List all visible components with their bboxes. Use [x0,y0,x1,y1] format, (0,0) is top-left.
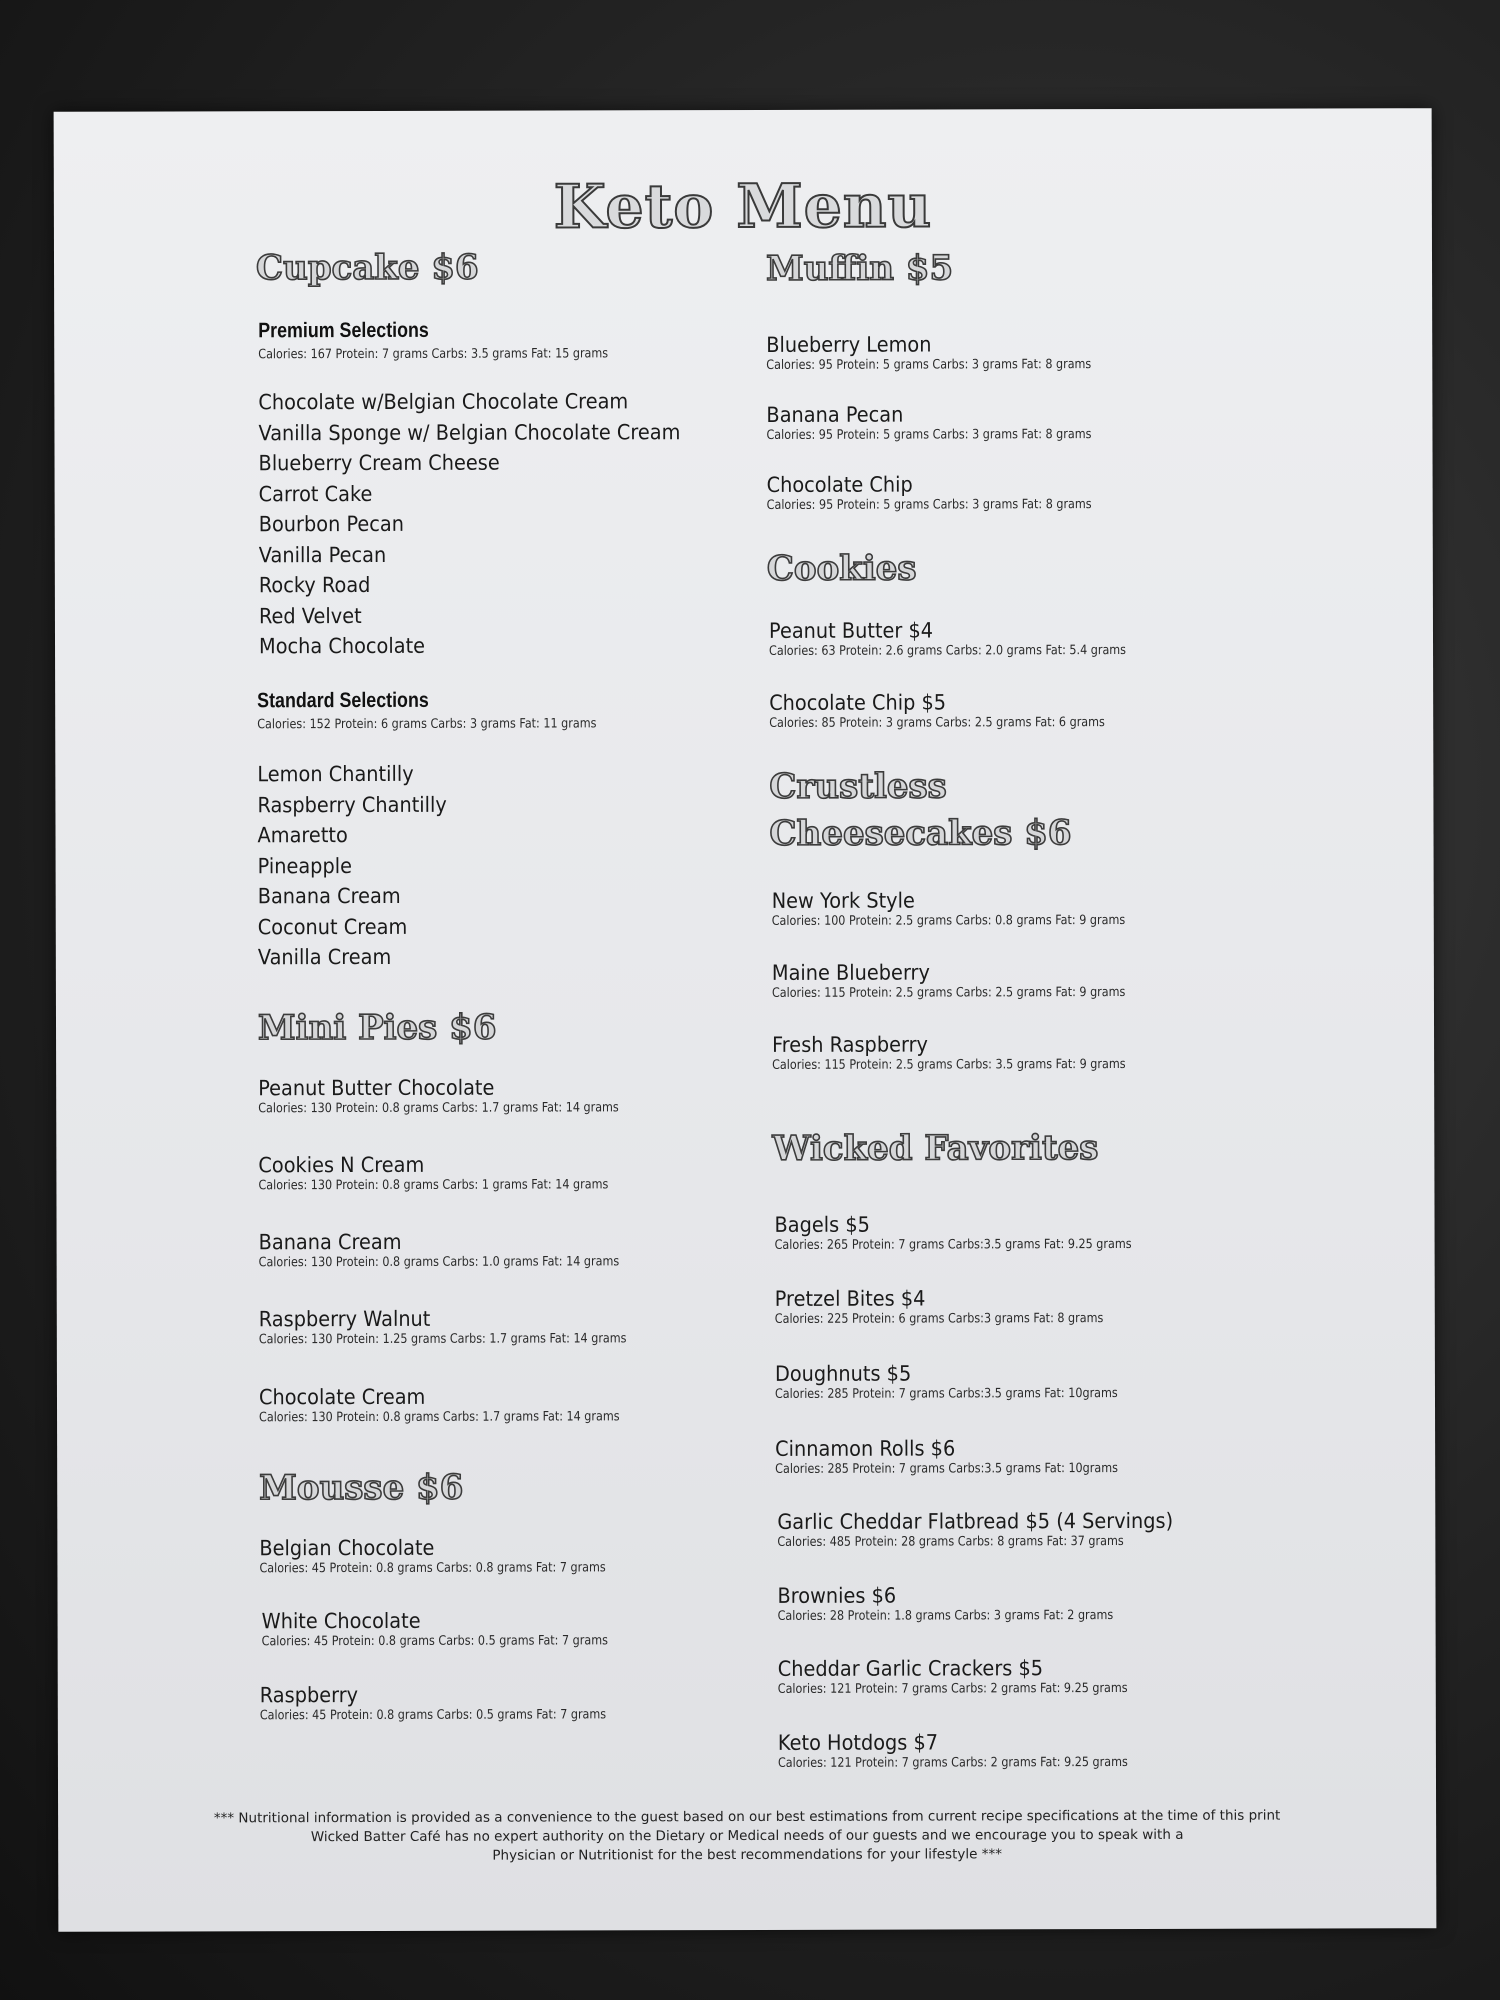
section-heading-wicked-favorites: Wicked Favorites [772,1128,1099,1169]
item-name: Fresh Raspberry [772,1032,928,1057]
item-name: New York Style [771,888,915,913]
item-nutrition: Calories: 100 Protein: 2.5 grams Carbs: 0.8 grams Fat: 9 grams [771,913,1126,929]
list-item: Banana Cream [257,883,401,909]
item-name: Peanut Butter Chocolate [258,1075,495,1101]
menu-item [767,471,1145,514]
list-item: Bourbon Pecan [258,511,405,537]
item-name: Chocolate Cream [258,1384,426,1410]
menu-item [262,1607,665,1650]
disclaimer-line: Wicked Batter Café has no expert authority on the Dietary or Medical needs of our guests and we encourage you to speak with a [310,1826,1184,1846]
item-nutrition: Calories: 130 Protein: 0.8 grams Carbs: 1.7 grams Fat: 14 grams [259,1409,620,1426]
menu-sheet [54,108,1437,1932]
item-name: Brownies $6 [777,1583,897,1608]
item-name: Cookies N Cream [258,1152,425,1178]
item-nutrition: Calories: 130 Protein: 0.8 grams Carbs: 1.7 grams Fat: 14 grams [258,1100,619,1117]
item-name: Belgian Chocolate [259,1535,435,1561]
item-name: Cinnamon Rolls $6 [775,1436,956,1461]
menu-item [772,959,1183,1002]
item-name: Keto Hotdogs $7 [777,1730,939,1755]
menu-item [772,887,1183,930]
menu-item [775,1360,1174,1403]
menu-item [777,1582,1167,1625]
menu-item [259,1228,678,1271]
item-name: Garlic Cheddar Flatbread $5 (4 Servings) [777,1508,1174,1534]
item-nutrition: Calories: 45 Protein: 0.8 grams Carbs: 0.5 grams Fat: 7 grams [261,1633,608,1650]
disclaimer-line: Physician or Nutritionist for the best recommendations for your lifestyle *** [492,1846,1002,1864]
list-item: Raspberry Chantilly [257,792,447,817]
item-nutrition: Calories: 130 Protein: 1.25 grams Carbs: 1.7 grams Fat: 14 grams [258,1331,627,1348]
item-nutrition: Calories: 115 Protein: 2.5 grams Carbs: 2.5 grams Fat: 9 grams [771,985,1126,1001]
item-nutrition: Calories: 45 Protein: 0.8 grams Carbs: 0.5 grams Fat: 7 grams [259,1707,607,1724]
menu-item [259,1305,687,1348]
item-nutrition: Calories: 28 Protein: 1.8 grams Carbs: 3 grams Fat: 2 grams [777,1608,1114,1624]
section-heading-cookies: Cookies [766,548,917,589]
item-nutrition: Calories: 285 Protein: 7 grams Carbs:3.5 grams Fat: 10grams [774,1386,1118,1402]
item-name: Banana Pecan [766,402,904,427]
item-name: Doughnuts $5 [774,1361,912,1386]
menu-item [769,617,1184,660]
section-heading-mini-pies: Mini Pies $6 [257,1007,497,1049]
item-name: Cheddar Garlic Crackers $5 [777,1656,1044,1681]
section-heading-cheesecakes-line2: Cheesecakes $6 [769,813,1072,854]
item-nutrition: Calories: 95 Protein: 5 grams Carbs: 3 grams Fat: 8 grams [766,427,1092,443]
section-heading-mousse: Mousse $6 [259,1467,464,1509]
menu-item [778,1729,1185,1772]
menu-item [775,1285,1157,1328]
item-name: Raspberry [259,1683,359,1708]
premium-nutrition: Calories: 167 Protein: 7 grams Carbs: 3.5 grams Fat: 15 grams [258,346,609,363]
item-nutrition: Calories: 95 Protein: 5 grams Carbs: 3 grams Fat: 8 grams [766,357,1092,373]
section-heading-cheesecakes: Crustless [769,766,947,807]
item-nutrition: Calories: 121 Protein: 7 grams Carbs: 2 grams Fat: 9.25 grams [777,1755,1128,1771]
item-nutrition: Calories: 485 Protein: 28 grams Carbs: 8 grams Fat: 37 grams [777,1534,1124,1550]
item-nutrition: Calories: 63 Protein: 2.6 grams Carbs: 2.0 grams Fat: 5.4 grams [769,643,1127,659]
section-heading-muffin: Muffin $5 [765,248,954,289]
item-nutrition: Calories: 95 Protein: 5 grams Carbs: 3 grams Fat: 8 grams [766,497,1092,513]
menu-item [778,1655,1185,1698]
item-nutrition: Calories: 225 Protein: 6 grams Carbs:3 grams Fat: 8 grams [774,1311,1104,1327]
item-nutrition: Calories: 85 Protein: 3 grams Carbs: 2.5 grams Fat: 6 grams [769,715,1105,731]
list-item: Vanilla Sponge w/ Belgian Chocolate Cream [258,419,681,445]
list-item: Mocha Chocolate [258,633,426,659]
item-name: Banana Cream [258,1229,402,1255]
menu-item [769,689,1159,732]
menu-item [766,401,1144,444]
menu-title: Keto Menu [553,171,933,243]
item-name: Chocolate Chip $5 [769,690,947,715]
menu-item [777,1508,1207,1551]
disclaimer-line: *** Nutritional information is provided as a convenience to the guest based on our best estimations from current recipe specifications at the time of this print [213,1807,1281,1827]
nutrition-disclaimer [58,1806,1436,1867]
item-nutrition: Calories: 45 Protein: 0.8 grams Carbs: 0.8 grams Fat: 7 grams [259,1560,606,1577]
menu-item [260,1681,663,1724]
standard-list [257,759,463,973]
item-name: White Chocolate [261,1608,421,1634]
item-name: Maine Blueberry [771,960,930,985]
menu-item [772,1031,1183,1074]
standard-nutrition: Calories: 152 Protein: 6 grams Carbs: 3 grams Fat: 11 grams [257,716,597,733]
list-item: Red Velvet [258,603,362,628]
list-item: Blueberry Cream Cheese [258,450,500,476]
menu-item [259,1383,678,1426]
section-heading-cupcake: Cupcake $6 [255,247,479,289]
premium-list [258,386,717,662]
menu-item [259,1534,662,1577]
menu-item [775,1211,1190,1254]
item-name: Blueberry Lemon [766,332,932,357]
menu-item [258,1151,665,1194]
list-item: Rocky Road [258,572,371,598]
list-item: Coconut Cream [257,914,408,939]
item-nutrition: Calories: 130 Protein: 0.8 grams Carbs: 1.0 grams Fat: 14 grams [258,1254,620,1271]
standard-selections-label: Standard Selections [257,688,429,713]
list-item: Vanilla Pecan [258,542,387,567]
item-nutrition: Calories: 130 Protein: 0.8 grams Carbs: 1 grams Fat: 14 grams [258,1177,609,1194]
item-nutrition: Calories: 121 Protein: 7 grams Carbs: 2 grams Fat: 9.25 grams [777,1681,1128,1697]
item-name: Raspberry Walnut [258,1306,431,1332]
item-nutrition: Calories: 285 Protein: 7 grams Carbs:3.5 grams Fat: 10grams [775,1461,1118,1477]
menu-item [766,331,1144,374]
list-item: Vanilla Cream [257,944,392,970]
premium-selections-label: Premium Selections [258,318,429,343]
list-item: Chocolate w/Belgian Chocolate Cream [258,389,629,415]
menu-item [775,1435,1174,1478]
item-name: Peanut Butter $4 [768,618,934,643]
list-item: Lemon Chantilly [257,761,414,787]
item-nutrition: Calories: 265 Protein: 7 grams Carbs:3.5 grams Fat: 9.25 grams [774,1236,1132,1253]
list-item: Carrot Cake [258,481,373,506]
menu-item [258,1074,677,1117]
list-item: Pineapple [257,853,352,878]
item-name: Bagels $5 [774,1212,870,1237]
item-name: Chocolate Chip [766,472,913,497]
item-name: Pretzel Bites $4 [774,1286,926,1311]
item-nutrition: Calories: 115 Protein: 2.5 grams Carbs: 3.5 grams Fat: 9 grams [772,1057,1126,1073]
list-item: Amaretto [257,823,348,848]
